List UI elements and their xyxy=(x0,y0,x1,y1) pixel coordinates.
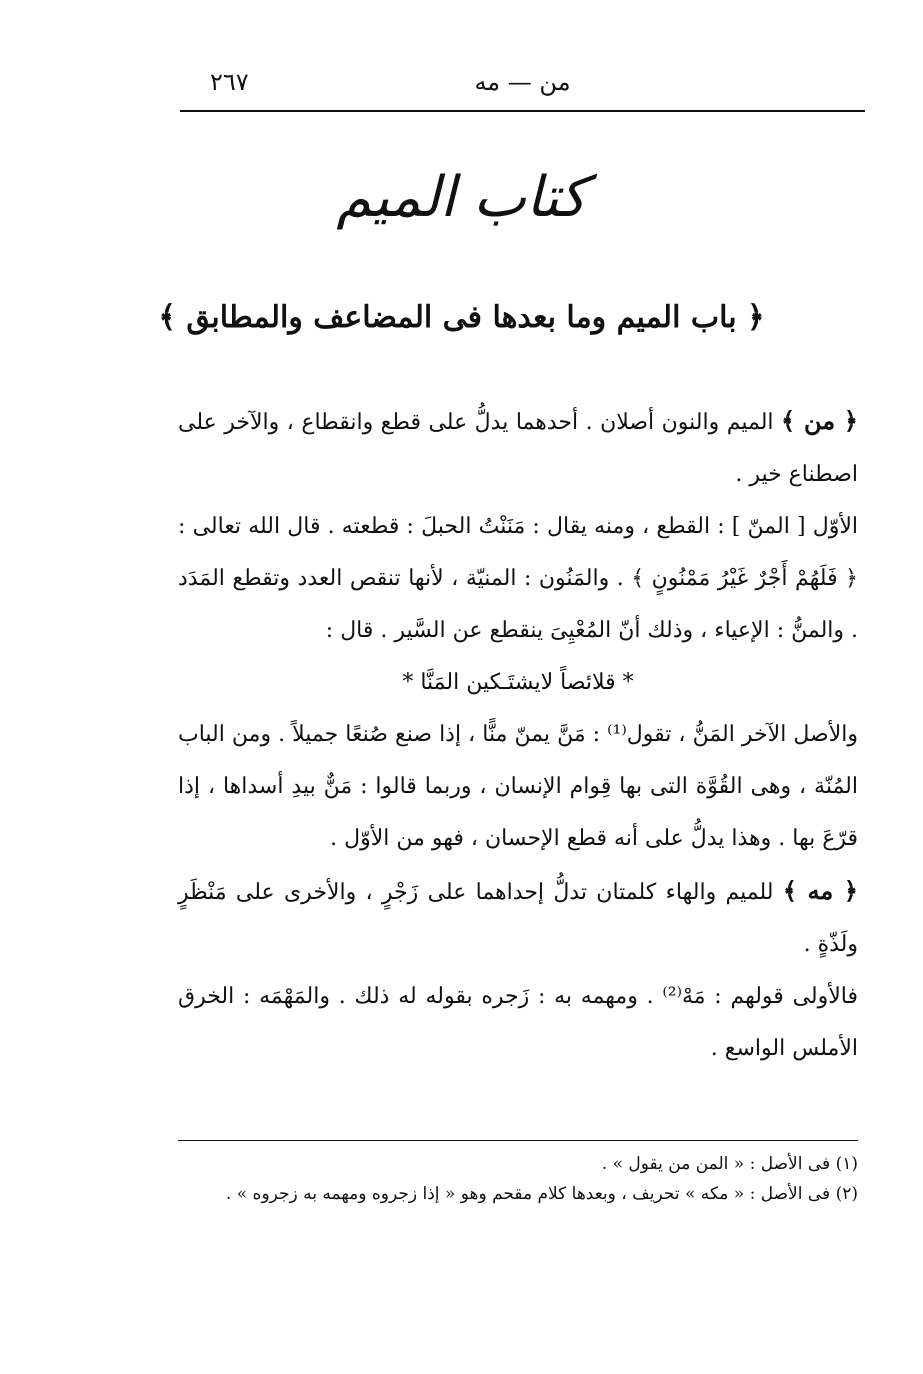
entry-headword-mah: ﴿ مه ﴾ xyxy=(782,876,858,905)
paragraph-text: الميم والنون أصلان . أحدهما يدلُّ على قطع وانقطاع ، والآخر على اصطناع خير . xyxy=(178,410,858,487)
entry-headword-min: ﴿ من ﴾ xyxy=(781,406,858,435)
paragraph-second-sense: والأصل الآخر المَنُّ ، تقول⁽¹⁾ : مَنَّ يمنّ منًّا ، إذا صنع صُنعًا جميلاً . ومن الباب المُنّة ، وهى القُوَّة التى بها قِوام الإنسان ، وربما قالوا : مَنٌّ بيدِ أسداها ، إذا قرّعَ بها . وهذا يدلُّ على أنه قطع الإحسان ، فهو من الأوّل . xyxy=(178,722,858,851)
running-head: من — مه xyxy=(474,68,571,96)
paragraph-min xyxy=(178,395,858,501)
paragraph-mah-detail: فالأولى قولهم : مَهْ⁽²⁾ . ومهمه به : زَجره بقوله له ذلك . والمَهْمَه : الخرق الأملس الواسع . xyxy=(178,984,858,1061)
page-header xyxy=(180,60,865,112)
book-title: كتاب الميم xyxy=(336,165,587,230)
main-text xyxy=(178,395,858,1075)
paragraph-text: للميم والهاء كلمتان تدلُّ إحداهما على زَجْرٍ ، والأخرى على مَنْظَرٍ ولَذّةٍ . xyxy=(178,880,858,957)
paragraph-first-sense: الأوّل [ المنّ ] : القطع ، ومنه يقال : مَنَنْتُ الحبلَ : قطعته . قال الله تعالى : ﴿ فَلَهُمْ أَجْرٌ غَيْرُ مَمْنُونٍ ﴾ . والمَنُون : المنيّة ، لأنها تنقص العدد وتقطع المَدَد . والمنُّ : الإعياء ، وذلك أنّ المُعْيِىَ ينقطع عن السَّير . قال : xyxy=(178,514,858,643)
paragraph-mah xyxy=(178,865,858,971)
footnotes xyxy=(178,1140,858,1209)
chapter-title: ﴿ باب الميم وما بعدها فى المضاعف والمطابق ﴾ xyxy=(158,300,765,335)
footnote-2: (٢) فى الأصل : « مكه » تحريف ، وبعدها كلام مقحم وهو « إذا زجروه ومهمه به زجروه » . xyxy=(225,1184,858,1204)
verse-quotation: * قلائصاً لايشتَـكين المَنَّا * xyxy=(402,670,634,695)
page-number: ٢٦٧ xyxy=(210,68,249,96)
footnote-1: (١) فى الأصل : « المن من يقول » . xyxy=(601,1154,858,1174)
